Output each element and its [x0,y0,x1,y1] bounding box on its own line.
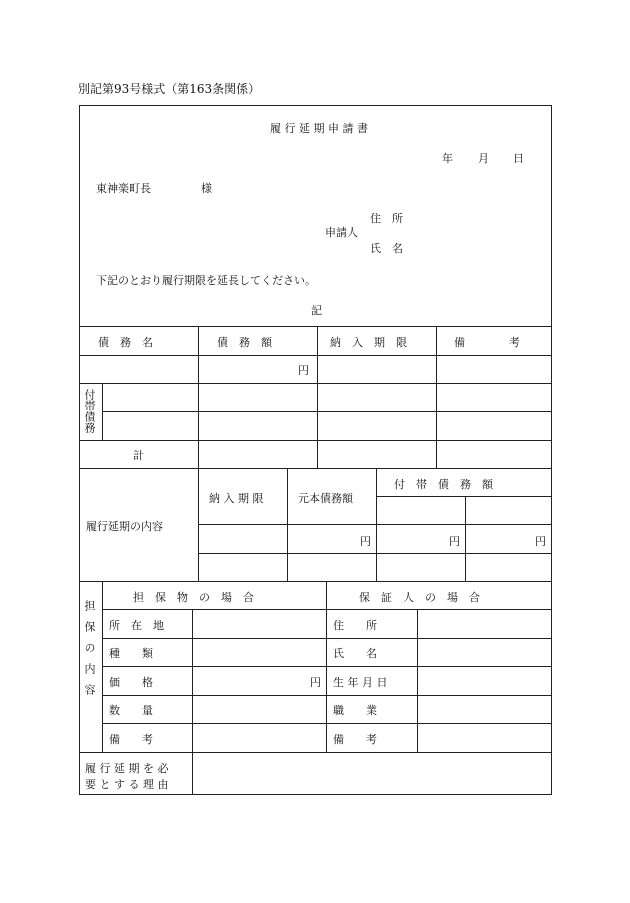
collateral-price-yen: 円 [310,676,321,689]
attached-yen-1: 円 [449,535,460,548]
guarantor-address: 住 所 [333,619,377,632]
collateral-price: 価 格 [109,676,153,689]
header-remarks: 備 考 [454,336,520,349]
attached-amount-label: 付 帯 債 務 額 [394,478,493,491]
collateral-location: 所 在 地 [109,619,164,632]
date-day: 日 [513,152,524,165]
application-form [79,105,552,795]
collateral-type: 種 類 [109,647,153,660]
applicant-address-label: 住 所 [370,212,403,225]
date-month: 月 [478,152,489,165]
form-title: 履 行 延 期 申 請 書 [270,122,368,135]
addressee: 東神楽町長 [96,182,151,195]
collateral-remarks: 備 考 [109,733,153,746]
debt-amount-yen: 円 [298,364,309,377]
guarantor-header: 保 証 人 の 場 合 [359,591,480,604]
applicant-label: 申請人 [325,226,358,239]
form-number: 別記第93号様式（第163条関係） [78,82,261,96]
ki-label: 記 [311,304,322,317]
attached-debt-label: 付帯債務 [83,389,96,433]
collateral-quantity: 数 量 [109,704,153,717]
request-text: 下記のとおり履行期限を延長してください。 [96,274,316,287]
reason-label-line2: 要 と す る 理 由 [85,778,169,791]
principal-yen: 円 [360,535,371,548]
date-year: 年 [442,152,453,165]
attached-yen-2: 円 [535,535,546,548]
principal-amount-label: 元本債務額 [298,492,353,505]
extension-due-label: 納 入 期 限 [209,492,264,505]
header-debt-name: 債 務 名 [98,336,153,349]
guarantor-occupation: 職 業 [333,704,377,717]
extension-section-label: 履行延期の内容 [86,520,163,533]
collateral-header: 担 保 物 の 場 合 [133,591,254,604]
honorific: 様 [201,182,212,195]
reason-label-line1: 履 行 延 期 を 必 [85,762,169,775]
guarantor-birthdate: 生 年 月 日 [333,676,388,689]
total-label: 計 [133,449,144,462]
guarantor-remarks: 備 考 [333,733,377,746]
header-debt-amount: 債 務 額 [217,336,272,349]
security-section-label: 担保の内容 [83,600,96,705]
guarantor-name: 氏 名 [333,647,377,660]
header-due-date: 納 入 期 限 [330,336,407,349]
applicant-name-label: 氏 名 [370,242,403,255]
